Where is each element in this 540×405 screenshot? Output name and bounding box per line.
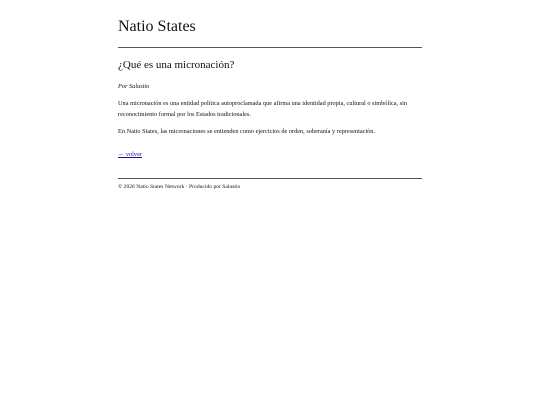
- article-paragraph: Una micronación es una entidad política autoproclamada que afirma una identidad propia, cultural o simbólica, sin reconocimiento formal por los Estados tradicionales.: [118, 100, 408, 118]
- site-title: Natio States: [118, 18, 196, 35]
- footer-divider: [118, 178, 422, 179]
- footer-text: © 2026 Natio States Network · Producido por Salustio: [118, 184, 241, 190]
- article-byline: Por Salustio: [118, 83, 150, 90]
- back-link[interactable]: ← volver: [118, 151, 142, 158]
- header-divider: [118, 47, 422, 48]
- article-paragraph: En Natio States, las micronaciones se entienden como ejercicios de orden, soberanía y representación.: [118, 128, 376, 135]
- article-title: ¿Qué es una micronación?: [118, 59, 235, 71]
